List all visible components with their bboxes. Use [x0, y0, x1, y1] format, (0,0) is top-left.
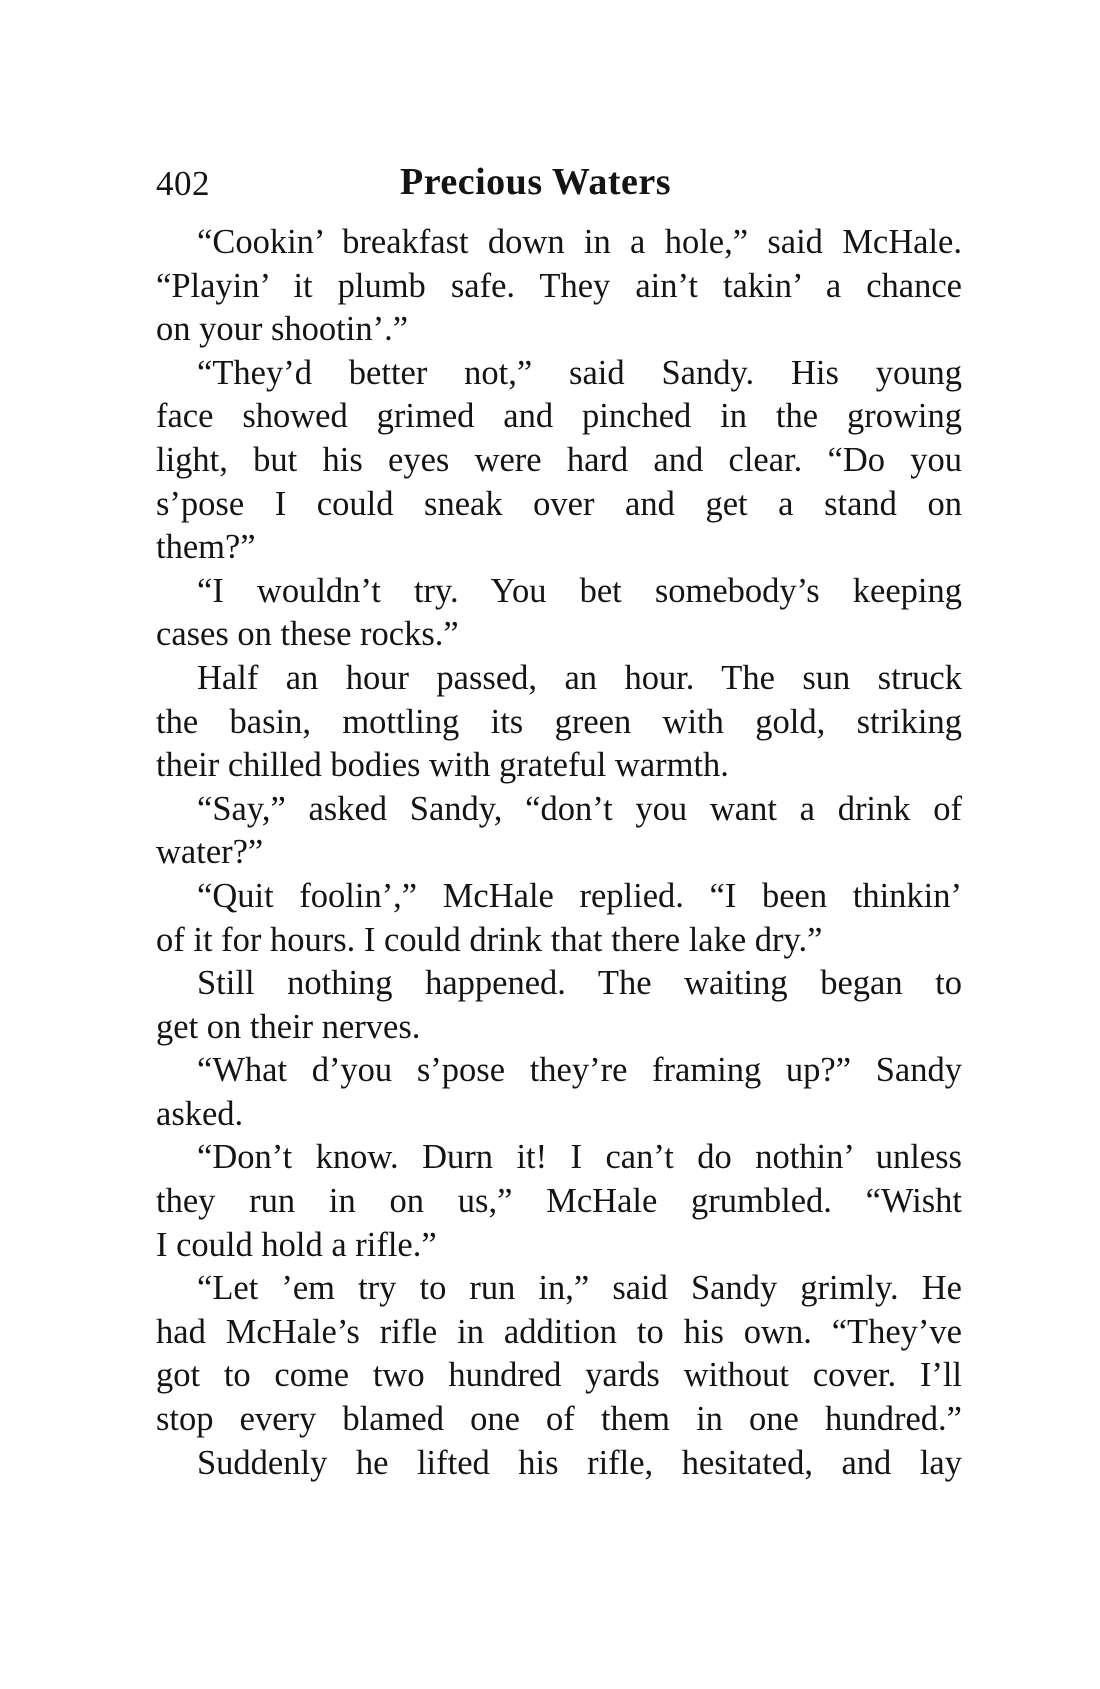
- text-line: “I wouldn’t try. You bet somebody’s keeping: [197, 571, 962, 610]
- text-line: got to come two hundred yards without cover. I’ll: [156, 1356, 962, 1395]
- text-line: “What d’you s’pose they’re framing up?” Sandy: [197, 1051, 962, 1090]
- text-line: s’pose I could sneak over and get a stand on: [156, 484, 962, 523]
- text-line: get on their nerves.: [156, 1007, 421, 1046]
- text-line: their chilled bodies with grateful warmth.: [156, 746, 729, 785]
- text-line: had McHale’s rifle in addition to his own. “They’ve: [156, 1312, 962, 1351]
- text-line: “Don’t know. Durn it! I can’t do nothin’ unless: [197, 1138, 962, 1177]
- text-line: cases on these rocks.”: [156, 615, 459, 654]
- page-number: 402: [156, 164, 210, 203]
- page-header: [156, 160, 968, 210]
- text-line: “They’d better not,” said Sandy. His young: [197, 353, 962, 392]
- text-line: they run in on us,” McHale grumbled. “Wisht: [156, 1182, 962, 1221]
- text-line: stop every blamed one of them in one hundred.”: [156, 1400, 962, 1439]
- text-line: “Cookin’ breakfast down in a hole,” said McHale.: [197, 223, 962, 261]
- text-line: Suddenly he lifted his rifle, hesitated, and lay: [197, 1443, 962, 1482]
- text-line: light, but his eyes were hard and clear. “Do you: [156, 440, 962, 479]
- text-line: the basin, mottling its green with gold, striking: [156, 702, 962, 741]
- text-line: Still nothing happened. The waiting began to: [197, 964, 962, 1003]
- text-line: “Let ’em try to run in,” said Sandy grimly. He: [197, 1269, 962, 1308]
- text-line: face showed grimed and pinched in the growing: [156, 397, 962, 436]
- text-line: “Playin’ it plumb safe. They ain’t takin’ a chance: [156, 266, 962, 305]
- body-text: [156, 221, 962, 1485]
- text-line: water?”: [156, 833, 264, 872]
- text-line: “Quit foolin’,” McHale replied. “I been thinkin’: [197, 876, 962, 915]
- text-line: of it for hours. I could drink that there lake dry.”: [156, 920, 823, 959]
- text-line: asked.: [156, 1094, 244, 1133]
- text-line: Half an hour passed, an hour. The sun struck: [197, 658, 962, 697]
- running-title: Precious Waters: [400, 161, 671, 203]
- text-line: them?”: [156, 528, 256, 567]
- text-line: on your shootin’.”: [156, 310, 409, 349]
- text-line: “Say,” asked Sandy, “don’t you want a drink of: [197, 789, 962, 828]
- text-line: I could hold a rifle.”: [156, 1225, 437, 1264]
